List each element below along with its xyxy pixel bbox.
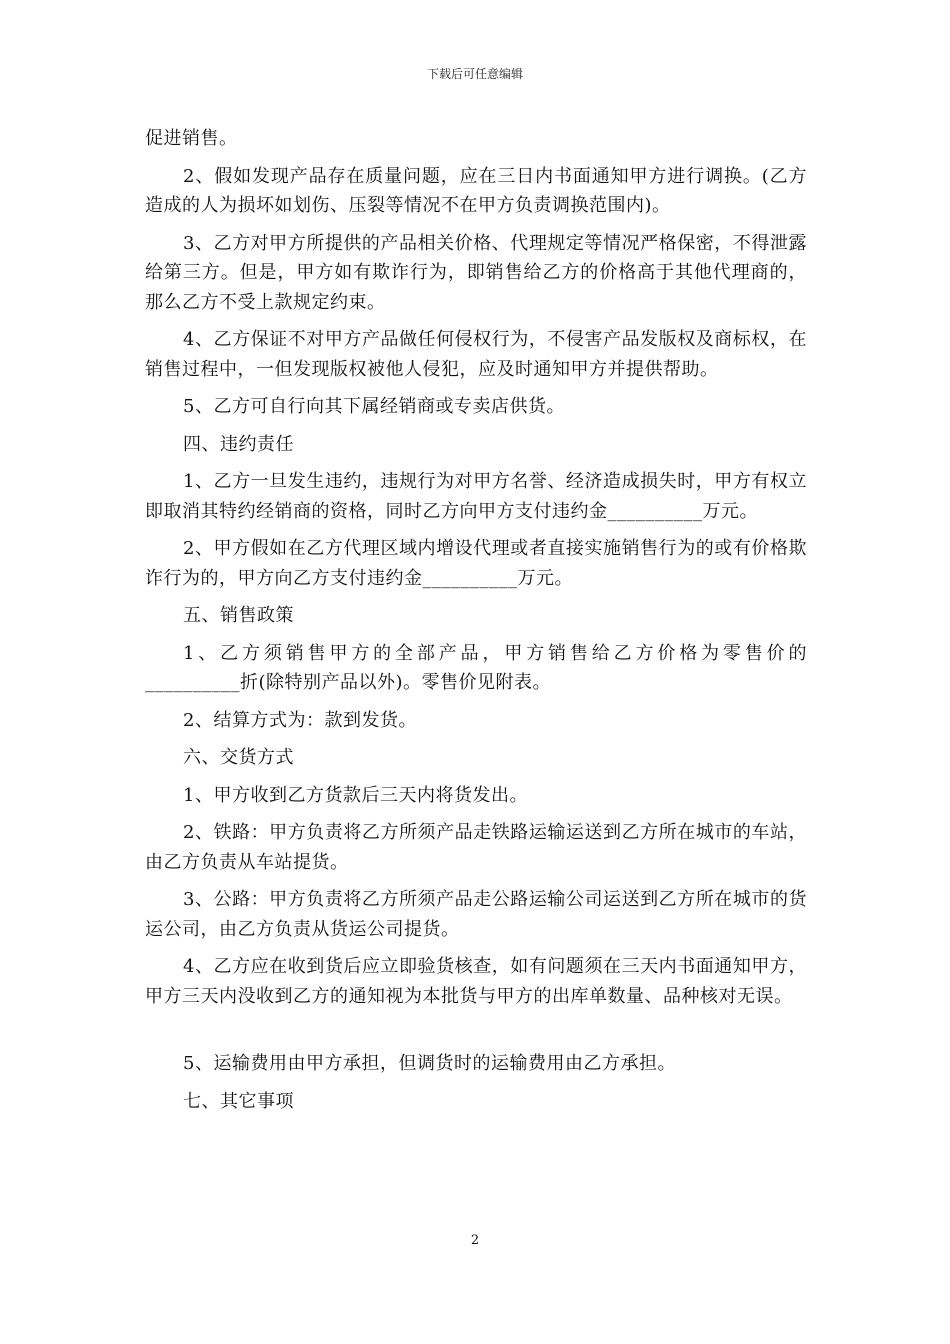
paragraph-clause-3-3: 3、乙方对甲方所提供的产品相关价格、代理规定等情况严格保密，不得泄露给第三方。但是，甲方如有欺诈行为，即销售给乙方的价格高于其他代理商的，那么乙方不受上款规定约束。 [145, 232, 807, 313]
section-heading-delivery: 六、交货方式 [183, 747, 294, 768]
paragraph-clause-3-5: 5、乙方可自行向其下属经销商或专卖店供货。 [183, 396, 565, 417]
paragraph-clause-4-2: 2、甲方假如在乙方代理区域内增设代理或者直接实施销售行为的或有价格欺诈行为的，甲方向乙方支付违约金__________万元。 [145, 538, 807, 589]
paragraph-clause-5-1: 1、乙方须销售甲方的全部产品，甲方销售给乙方价格为零售价的__________折(除特别产品以外)。零售价见附表。 [145, 642, 807, 693]
paragraph-continuation: 促进销售。 [145, 128, 238, 149]
document-body [145, 124, 807, 1124]
paragraph-clause-6-1: 1、甲方收到乙方货款后三天内将货发出。 [183, 784, 528, 806]
paragraph-spacer [145, 1019, 807, 1049]
paragraph-clause-4-1: 1、乙方一旦发生违约，违规行为对甲方名誉、经济造成损失时，甲方有权立即取消其特约经销商的资格，同时乙方向甲方支付违约金__________万元。 [145, 471, 807, 522]
paragraph-clause-3-2: 2、假如发现产品存在质量问题，应在三日内书面通知甲方进行调换。(乙方造成的人为损坏如划伤、压裂等情况不在甲方负责调换范围内)。 [145, 165, 807, 216]
page-header: 下载后可任意编辑 [426, 67, 523, 81]
paragraph-clause-5-2: 2、结算方式为：款到发货。 [183, 709, 417, 731]
paragraph-clause-6-5: 5、运输费用由甲方承担，但调货时的运输费用由乙方承担。 [183, 1053, 676, 1074]
page-number: 2 [470, 1233, 480, 1248]
section-heading-breach: 四、违约责任 [183, 433, 294, 455]
paragraph-clause-6-3: 3、公路：甲方负责将乙方所须产品走公路运输公司运送到乙方所在城市的货运公司，由乙方负责从货运公司提货。 [145, 889, 807, 940]
section-heading-other: 七、其它事项 [183, 1090, 294, 1112]
paragraph-clause-3-4: 4、乙方保证不对甲方产品做任何侵权行为，不侵害产品发版权及商标权，在销售过程中，一但发现版权被他人侵犯，应及时通知甲方并提供帮助。 [145, 329, 807, 380]
paragraph-clause-6-2: 2、铁路：甲方负责将乙方所须产品走铁路运输运送到乙方所在城市的车站，由乙方负责从车站提货。 [145, 822, 807, 873]
section-heading-sales-policy: 五、销售政策 [183, 605, 294, 626]
paragraph-clause-6-4: 4、乙方应在收到货后应立即验货核查，如有问题须在三天内书面通知甲方，甲方三天内没收到乙方的通知视为本批货与甲方的出库单数量、品种核对无误。 [145, 956, 807, 1007]
